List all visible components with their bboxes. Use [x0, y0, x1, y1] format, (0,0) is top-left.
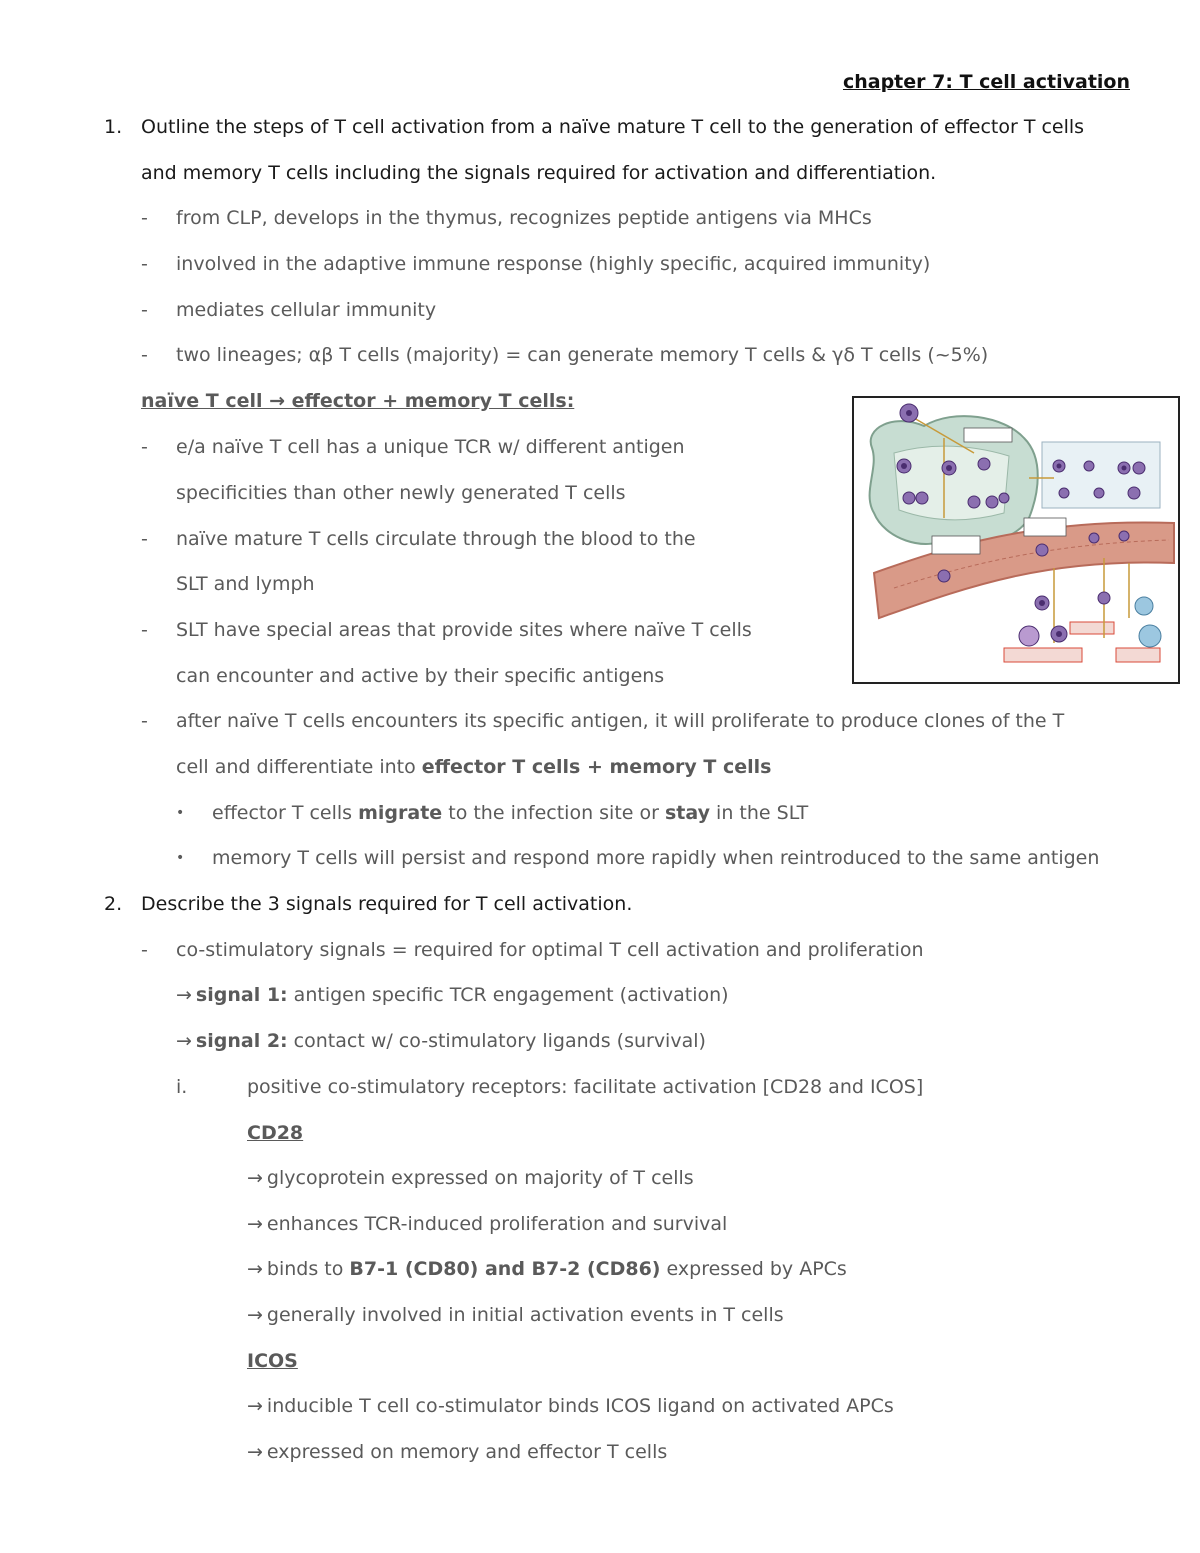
t-cell-activation-figure	[852, 396, 1180, 684]
arrow-icon: →	[247, 1213, 263, 1235]
dash-marker: -	[141, 299, 148, 321]
dash-marker: -	[141, 619, 148, 641]
list-item: positive co-stimulatory receptors: facilitate activation [CD28 and ICOS]	[247, 1076, 924, 1098]
list-item: co-stimulatory signals = required for optimal T cell activation and proliferation	[176, 939, 924, 961]
cd28-heading: CD28	[247, 1122, 304, 1144]
list-item: two lineages; αβ T cells (majority) = can generate memory T cells & γδ T cells (~5%)	[176, 344, 989, 366]
cd28-point: → generally involved in initial activation events in T cells	[247, 1304, 784, 1326]
list-item: from CLP, develops in the thymus, recognizes peptide antigens via MHCs	[176, 207, 872, 229]
roman-numeral: i.	[176, 1076, 188, 1098]
question-1-line-1: Outline the steps of T cell activation from a naïve mature T cell to the generation of effector T cells	[141, 116, 1085, 138]
figure-illustration	[854, 398, 1178, 682]
cd28-point: → binds to B7-1 (CD80) and B7-2 (CD86) expressed by APCs	[247, 1258, 847, 1280]
dash-marker: -	[141, 207, 148, 229]
arrow-icon: →	[247, 1304, 263, 1326]
arrow-icon: →	[176, 984, 192, 1006]
list-item-continuation: can encounter and active by their specific antigens	[176, 665, 665, 687]
bullet-marker: •	[176, 850, 185, 866]
list-item-continuation: cell and differentiate into effector T cells + memory T cells	[176, 756, 772, 778]
icos-heading: ICOS	[247, 1350, 298, 1372]
signal-2: → signal 2: contact w/ co-stimulatory ligands (survival)	[176, 1030, 706, 1052]
question-2-line-1: Describe the 3 signals required for T cell activation.	[141, 893, 633, 915]
question-1-line-2: and memory T cells including the signals required for activation and differentiation.	[141, 162, 937, 184]
icos-point: → inducible T cell co-stimulator binds ICOS ligand on activated APCs	[247, 1395, 894, 1417]
arrow-icon: →	[247, 1395, 263, 1417]
question-1-number: 1.	[104, 116, 123, 138]
question-2-number: 2.	[104, 893, 123, 915]
list-item: after naïve T cells encounters its specific antigen, it will proliferate to produce clones of the T	[176, 710, 1065, 732]
dash-marker: -	[141, 344, 148, 366]
arrow-icon: →	[247, 1441, 263, 1463]
icos-point: → expressed on memory and effector T cells	[247, 1441, 668, 1463]
dash-marker: -	[141, 939, 148, 961]
list-item-continuation: specificities than other newly generated T cells	[176, 482, 626, 504]
cd28-point: → enhances TCR-induced proliferation and survival	[247, 1213, 728, 1235]
list-item-continuation: SLT and lymph	[176, 573, 315, 595]
cd28-point: → glycoprotein expressed on majority of T cells	[247, 1167, 694, 1189]
dash-marker: -	[141, 710, 148, 732]
list-item: involved in the adaptive immune response (highly specific, acquired immunity)	[176, 253, 931, 275]
dash-marker: -	[141, 253, 148, 275]
bold-term: effector T cells + memory T cells	[421, 756, 772, 778]
list-item: naïve mature T cells circulate through the blood to the	[176, 528, 696, 550]
list-item: SLT have special areas that provide sites where naïve T cells	[176, 619, 752, 641]
section-subheading: naïve T cell → effector + memory T cells:	[141, 390, 575, 412]
arrow-icon: →	[247, 1167, 263, 1189]
bullet-item: effector T cells migrate to the infection site or stay in the SLT	[212, 802, 809, 824]
bullet-marker: •	[176, 805, 185, 821]
list-item: e/a naïve T cell has a unique TCR w/ different antigen	[176, 436, 685, 458]
dash-marker: -	[141, 528, 148, 550]
bullet-item: memory T cells will persist and respond more rapidly when reintroduced to the same antigen	[212, 847, 1100, 869]
dash-marker: -	[141, 436, 148, 458]
page-title: chapter 7: T cell activation	[842, 71, 1130, 93]
list-item: mediates cellular immunity	[176, 299, 437, 321]
signal-1: → signal 1: antigen specific TCR engagement (activation)	[176, 984, 729, 1006]
arrow-icon: →	[176, 1030, 192, 1052]
arrow-icon: →	[247, 1258, 263, 1280]
